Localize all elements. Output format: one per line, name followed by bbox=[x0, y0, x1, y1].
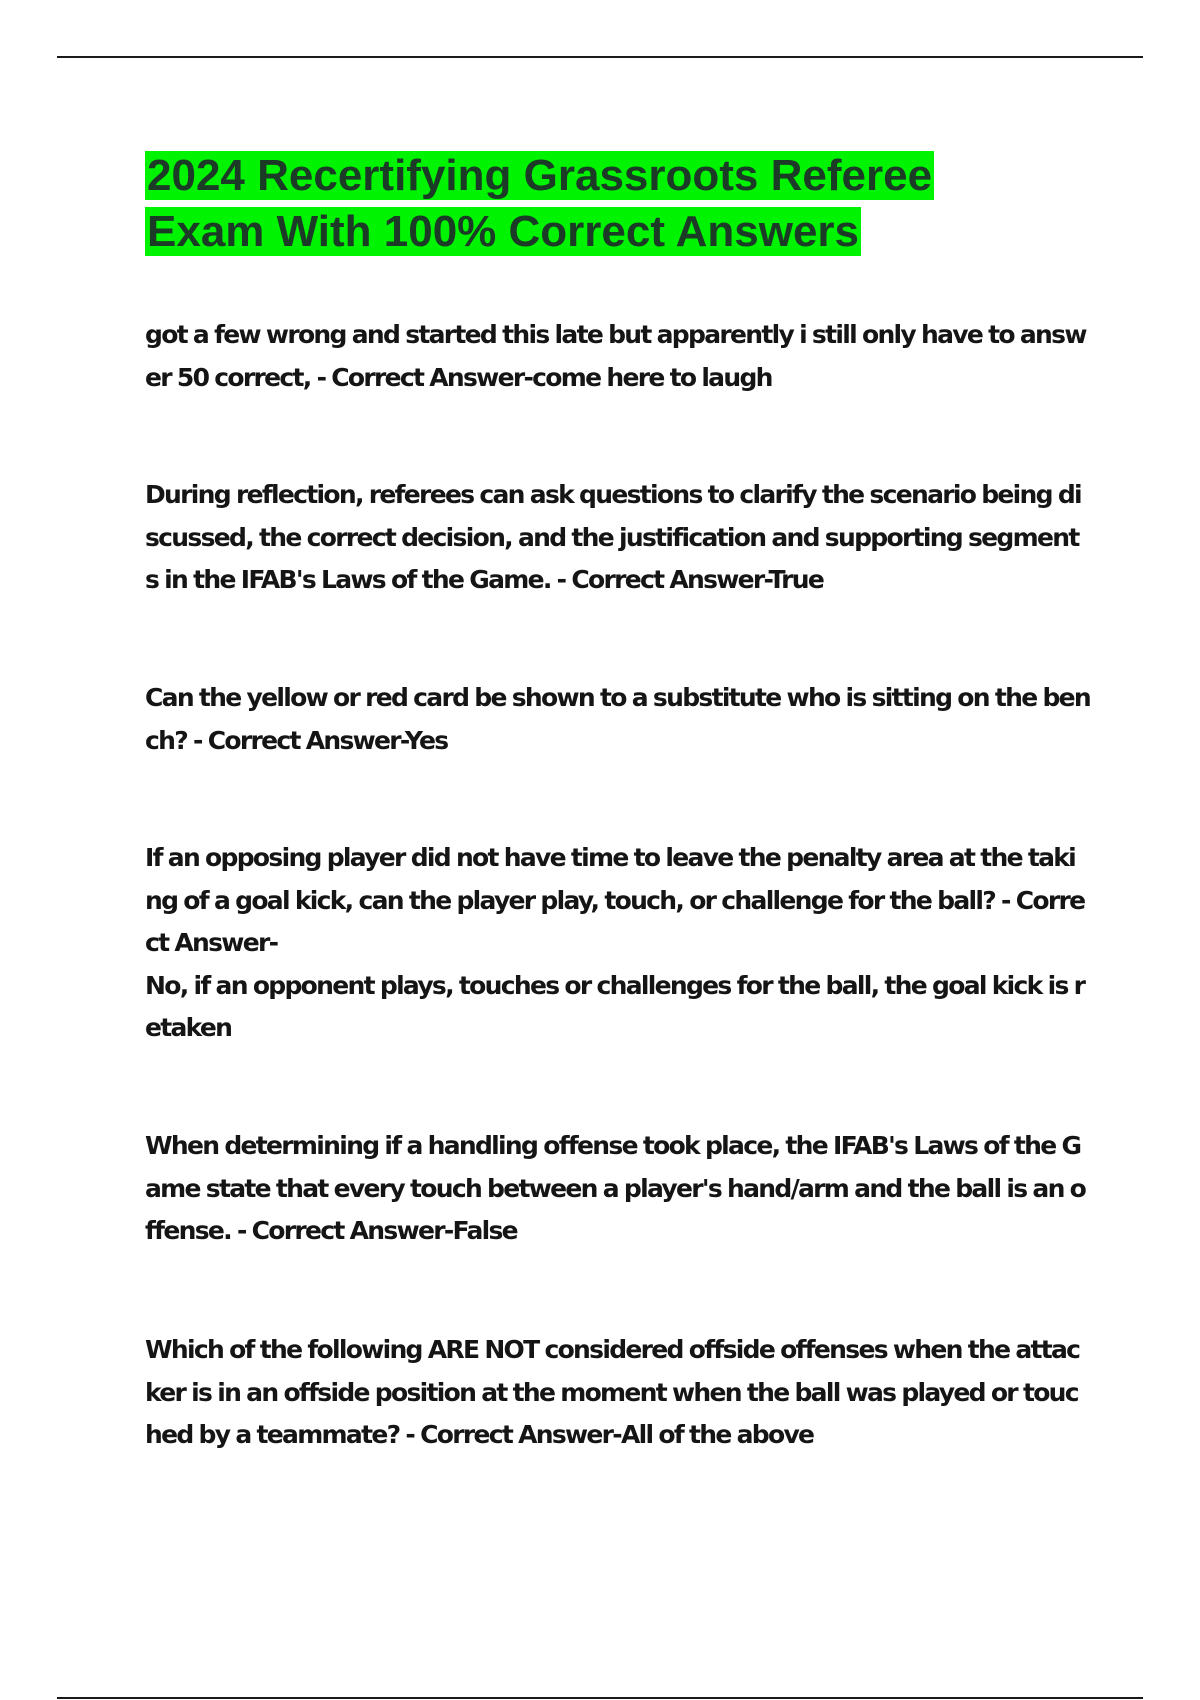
title-line-2: Exam With 100% Correct Answers bbox=[147, 207, 860, 256]
question-text: Can the yellow or red card be shown to a substitute who is sitting on the bench? bbox=[145, 683, 1091, 755]
qa-item bbox=[145, 474, 1091, 602]
answer-text: - Correct Answer-False bbox=[230, 1216, 517, 1245]
qa-item bbox=[145, 677, 1091, 762]
title-line-1: 2024 Recertifying Grassroots Referee bbox=[147, 151, 933, 200]
qa-item bbox=[145, 1125, 1091, 1253]
qa-item bbox=[145, 314, 1091, 399]
question-text: During reflection, referees can ask questions to clarify the scenario being discussed, the correct decision, and the justification and supporting segments in the IFAB's Laws of the Game. bbox=[145, 480, 1081, 594]
question-text: got a few wrong and started this late but apparently i still only have to answer 50 correct, bbox=[145, 320, 1086, 392]
top-rule bbox=[57, 56, 1143, 58]
qa-item bbox=[145, 837, 1091, 1050]
answer-text: No, if an opponent plays, touches or challenges for the ball, the goal kick is retaken bbox=[145, 970, 1085, 1042]
answer-text: - Correct Answer-come here to laugh bbox=[310, 362, 772, 392]
answer-text: - Correct Answer-Yes bbox=[187, 725, 448, 755]
question-text: If an opposing player did not have time to leave the penalty area at the taking of a goal kick, can the player play, touch, or challenge for the ball? - Correct Answer- bbox=[145, 843, 1085, 957]
answer-text: - Correct Answer-All of the above bbox=[399, 1420, 814, 1449]
question-text: When determining if a handling offense took place, the IFAB's Laws of the Game state that every touch between a player's hand/arm and the ball is an offense. bbox=[145, 1131, 1086, 1245]
qa-item bbox=[145, 1329, 1091, 1457]
bottom-rule bbox=[57, 1697, 1143, 1699]
answer-text: - Correct Answer-True bbox=[550, 565, 824, 594]
question-text: Which of the following ARE NOT considered offside offenses when the attacker is in an offside position at the moment when the ball was played or touched by a teammate? bbox=[145, 1335, 1080, 1449]
page-title bbox=[145, 148, 1085, 260]
